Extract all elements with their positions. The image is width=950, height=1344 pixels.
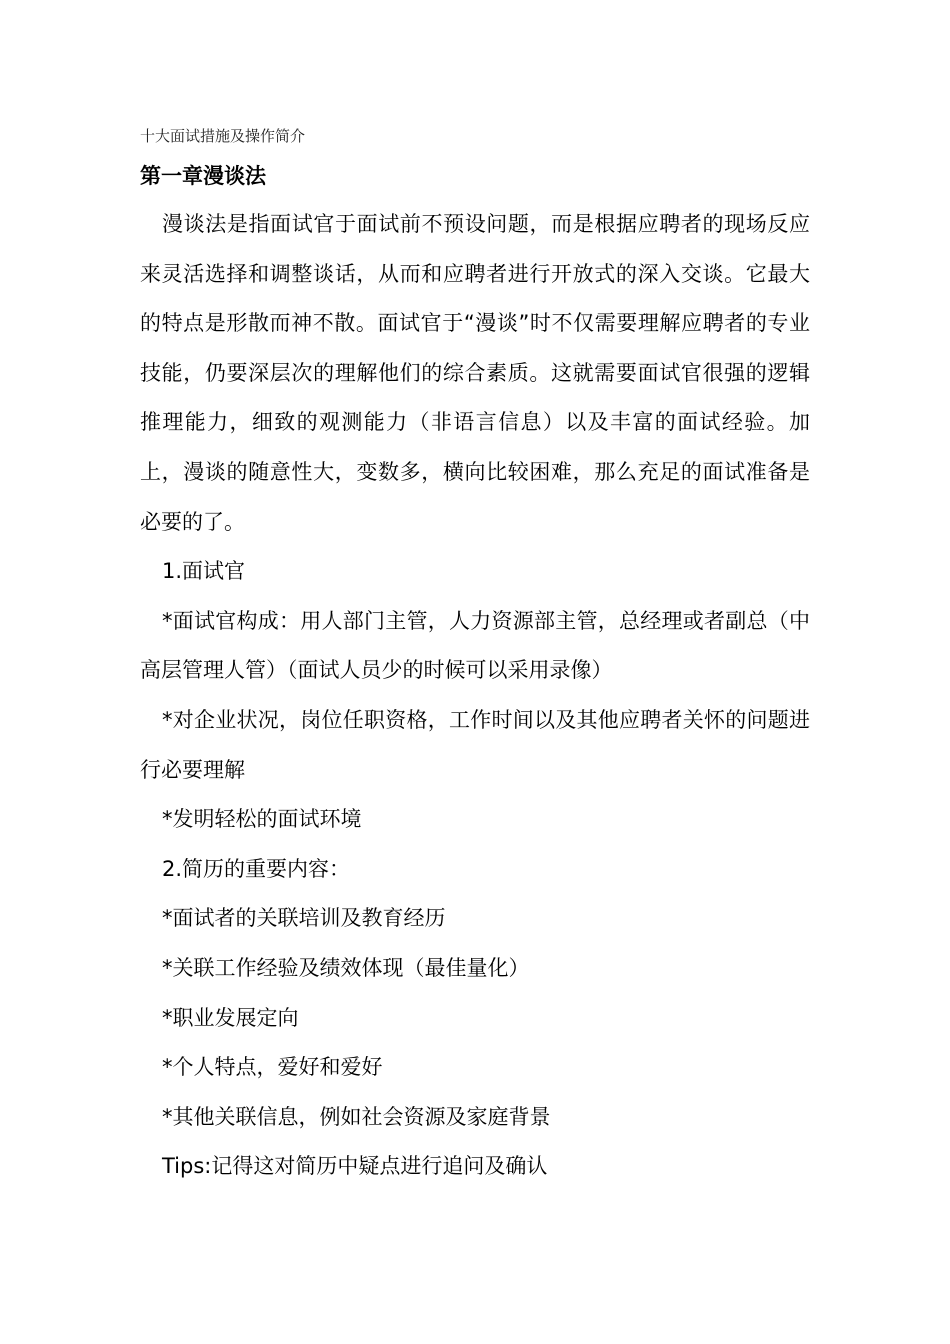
list-item: *关联工作经验及绩效体现（最佳量化）: [162, 955, 530, 980]
list-item: *对企业状况，岗位任职资格，工作时间以及其他应聘者关怀的问题进行必要理解: [140, 707, 810, 782]
list-item: *发明轻松的面试环境: [162, 807, 362, 832]
intro-paragraph: 漫谈法是指面试官于面试前不预设问题，而是根据应聘者的现场反应来灵活选择和调整谈话，从而和应聘者进行开放式的深入交谈。它最大的特点是形散而神不散。面试官于“漫谈”时不仅需要理解应聘者的专业技能，仍要深层次的理解他们的综合素质。这就需要面试官很强的逻辑推理能力，细致的观测能力（非语言信息）以及丰富的面试经验。加上，漫谈的随意性大，变数多，横向比较困难，那么充足的面试准备是必要的了。: [140, 212, 810, 534]
list-item: *其他关联信息，例如社会资源及家庭背景: [162, 1104, 551, 1129]
document-title: 十大面试措施及操作简介: [140, 127, 306, 145]
chapter-heading: 第一章漫谈法: [140, 164, 266, 188]
document-body: [140, 200, 810, 1192]
tips-note: Tips:记得这对简历中疑点进行追问及确认: [162, 1154, 548, 1179]
section-heading-resume: 2.简历的重要内容：: [162, 856, 351, 881]
list-item: *个人特点，爱好和爱好: [162, 1055, 383, 1080]
list-item: *职业发展定向: [162, 1005, 299, 1030]
section-heading-interviewer: 1.面试官: [162, 559, 246, 584]
list-item: *面试官构成：用人部门主管，人力资源部主管，总经理或者副总（中高层管理人管）（面试人员少的时候可以采用录像）: [140, 608, 810, 683]
list-item: *面试者的关联培训及教育经历: [162, 906, 446, 931]
